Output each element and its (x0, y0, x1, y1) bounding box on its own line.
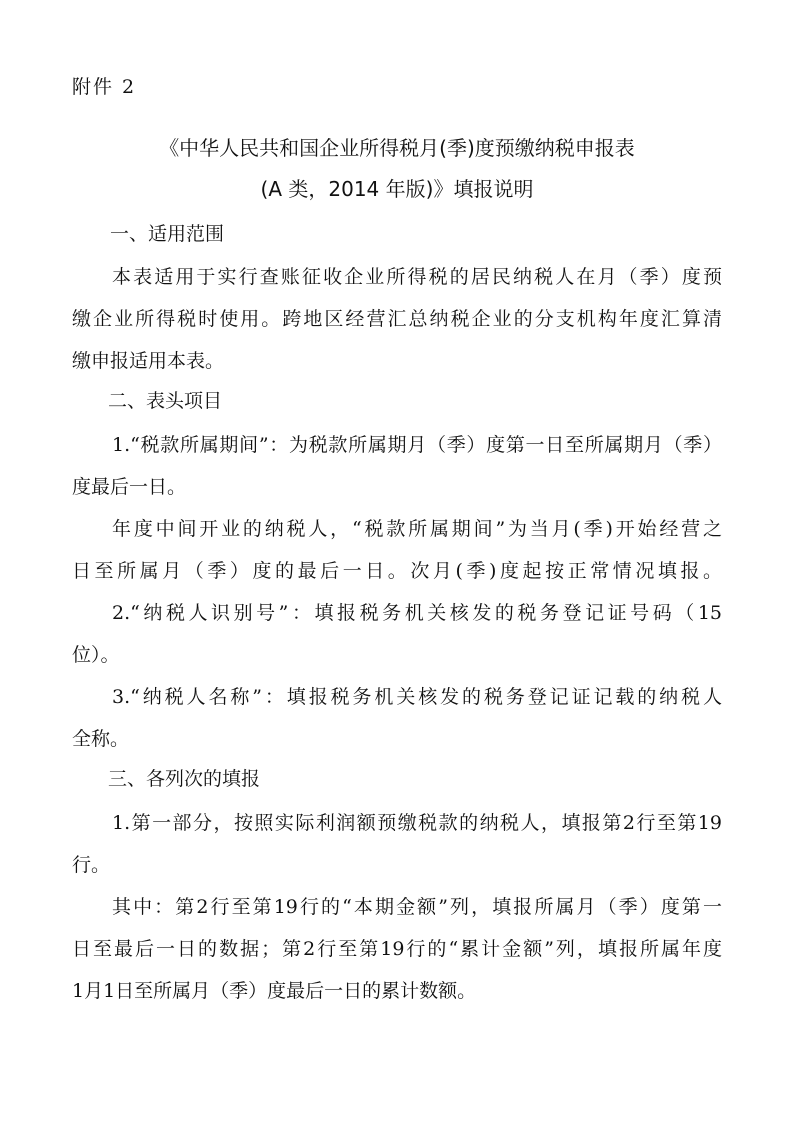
paragraph-line: 3.“纳税人名称”：填报税务机关核发的税务登记证记载的纳税人 (112, 686, 722, 708)
paragraph-line: 度最后一日。 (72, 476, 187, 498)
paragraph-line: 年度中间开业的纳税人，“税款所属期间”为当月(季)开始经营之 (112, 518, 722, 540)
paragraph-line: 缴申报适用本表。 (72, 350, 225, 372)
paragraph-line: 2.“纳税人识别号”：填报税务机关核发的税务登记证号码（15 (112, 602, 722, 624)
section-heading-header-items: 二、表头项目 (108, 390, 223, 412)
paragraph-line: 本表适用于实行查账征收企业所得税的居民纳税人在月（季）度预 (112, 266, 722, 288)
paragraph-line: 1.“税款所属期间”：为税款所属期月（季）度第一日至所属期月（季） (112, 434, 722, 456)
paragraph-line: 日至最后一日的数据；第2行至第19行的“累计金额”列，填报所属年度 (72, 938, 722, 960)
document-title-line-1: 《中华人民共和国企业所得税月(季)度预缴纳税申报表 (159, 136, 635, 160)
paragraph-line: 位）。 (72, 644, 120, 666)
paragraph-line: 1月1日至所属月（季）度最后一日的累计数额。 (72, 980, 477, 1002)
document-title-line-2: (A 类，2014 年版)》填报说明 (260, 177, 534, 201)
paragraph-line: 其中：第2行至第19行的“本期金额”列，填报所属月（季）度第一 (112, 896, 722, 918)
paragraph-line: 日至所属月（季）度的最后一日。次月(季)度起按正常情况填报。 (72, 560, 722, 582)
attachment-label: 附件 2 (72, 76, 137, 98)
section-heading-columns: 三、各列次的填报 (108, 768, 261, 790)
paragraph-line: 行。 (72, 854, 111, 876)
section-heading-scope: 一、适用范围 (110, 223, 225, 245)
paragraph-line: 缴企业所得税时使用。跨地区经营汇总纳税企业的分支机构年度汇算清 (72, 308, 722, 330)
paragraph-line: 1.第一部分，按照实际利润额预缴税款的纳税人，填报第2行至第19 (112, 812, 722, 834)
paragraph-line: 全称。 (72, 728, 130, 750)
